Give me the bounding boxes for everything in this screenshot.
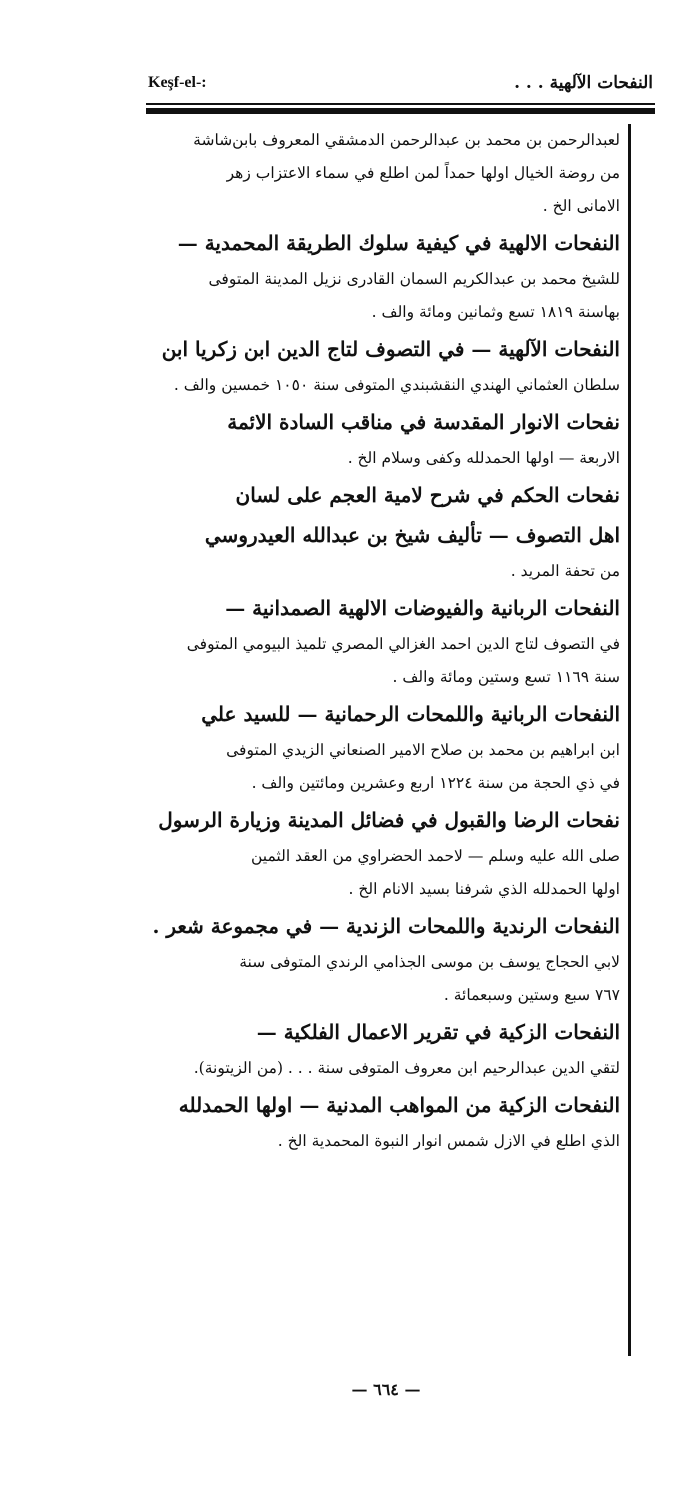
- entry-title-line: النفحات الآلهية — في التصوف لتاج الدين ابن زكريا ابن: [161, 337, 620, 361]
- margin-rule: [628, 124, 631, 1356]
- entry-text-line: الذي اطلع في الازل شمس انوار النبوة المحمدية الخ .: [277, 1132, 620, 1150]
- entry-text-line: ٧٦٧ سبع وستين وسبعمائة .: [443, 986, 620, 1004]
- catalog-entry: [152, 1012, 620, 1085]
- entry-text-line: الامانى الخ .: [542, 197, 620, 215]
- catalog-entry: [152, 694, 620, 800]
- entry-title-line: النفحات الزكية من المواهب المدنية — اولها الحمدلله: [178, 1093, 620, 1117]
- entry-text-line: صلى الله عليه وسلم — لاحمد الحضراوي من العقد الثمين: [250, 847, 620, 865]
- entries-column: [152, 124, 620, 1158]
- entry-text-line: الاربعة — اولها الحمدلله وكفى وسلام الخ .: [347, 449, 620, 467]
- catalog-entry: [152, 906, 620, 1012]
- running-title: النفحات الآلهية . . .: [514, 73, 653, 93]
- entry-title-line: النفحات الربانية والفيوضات الالهية الصمدانية —: [225, 596, 620, 620]
- entry-title-line: نفحات الحكم في شرح لامية العجم على لسان: [235, 483, 620, 507]
- entry-title-line: النفحات الربانية واللمحات الرحمانية — للسيد علي: [201, 702, 620, 726]
- entry-title-line: النفحات الرندية واللمحات الزندية — في مجموعة شعر .: [152, 914, 620, 938]
- catalog-code: Keşf-el-:: [148, 74, 207, 91]
- entry-title-line: نفحات الرضا والقبول في فضائل المدينة وزيارة الرسول: [158, 808, 620, 832]
- entry-text-line: من تحفة المريد .: [510, 562, 620, 580]
- entry-text-line: من روضة الخيال اولها حمداً لمن اطلع في سماء الاعتزاب زهر: [226, 164, 620, 182]
- page-header: [148, 66, 653, 100]
- entry-text-line: للشيخ محمد بن عبدالكريم السمان القادرى نزيل المدينة المتوفى: [208, 270, 620, 288]
- catalog-entry: [152, 588, 620, 694]
- catalog-entry: [152, 223, 620, 329]
- entry-title-line: اهل التصوف — تأليف شيخ بن عبدالله العيدروسي: [204, 523, 620, 547]
- catalog-entry: [152, 329, 620, 402]
- header-rule-thin: [146, 103, 655, 105]
- entry-title-line: نفحات الانوار المقدسة في مناقب السادة الائمة: [227, 410, 620, 434]
- entry-text-line: في ذي الحجة من سنة ١٢٢٤ اربع وعشرين ومائتين والف .: [251, 774, 620, 792]
- catalog-entry: [152, 800, 620, 906]
- entry-title-line: النفحات الزكية في تقرير الاعمال الفلكية —: [256, 1020, 620, 1044]
- catalog-entry: [152, 124, 620, 223]
- entry-text-line: بهاسنة ١٨١٩ تسع وثمانين ومائة والف .: [371, 303, 620, 321]
- entry-text-line: لابي الحجاج يوسف بن موسى الجذامي الرندي المتوفى سنة: [239, 953, 620, 971]
- entry-text-line: في التصوف لتاج الدين احمد الغزالي المصري تلميذ البيومي المتوفى: [186, 635, 620, 653]
- entry-text-line: اولها الحمدلله الذي شرفنا بسيد الانام الخ .: [348, 880, 620, 898]
- header-rule-thick: [146, 108, 655, 114]
- page-number: — ٦٦٤ —: [351, 1380, 421, 1399]
- entry-text-line: سنة ١١٦٩ تسع وستين ومائة والف .: [392, 668, 620, 686]
- catalog-entry: [152, 402, 620, 475]
- catalog-entry: [152, 475, 620, 588]
- catalog-entry: [152, 1085, 620, 1158]
- entry-text-line: ابن ابراهيم بن محمد بن صلاح الامير الصنعاني الزيدي المتوفى: [226, 741, 620, 759]
- entry-title-line: النفحات الالهية في كيفية سلوك الطريقة المحمدية —: [177, 231, 620, 255]
- entry-text-line: لتقي الدين عبدالرحيم ابن معروف المتوفى سنة . . . (من الزيتونة).: [193, 1059, 620, 1077]
- entry-text-line: سلطان العثماني الهندي النقشبندي المتوفى سنة ١٠٥٠ خمسين والف .: [173, 376, 620, 394]
- entry-text-line: لعبدالرحمن بن محمد بن عبدالرحمن الدمشقي المعروف بابن‌شاشة: [193, 131, 620, 149]
